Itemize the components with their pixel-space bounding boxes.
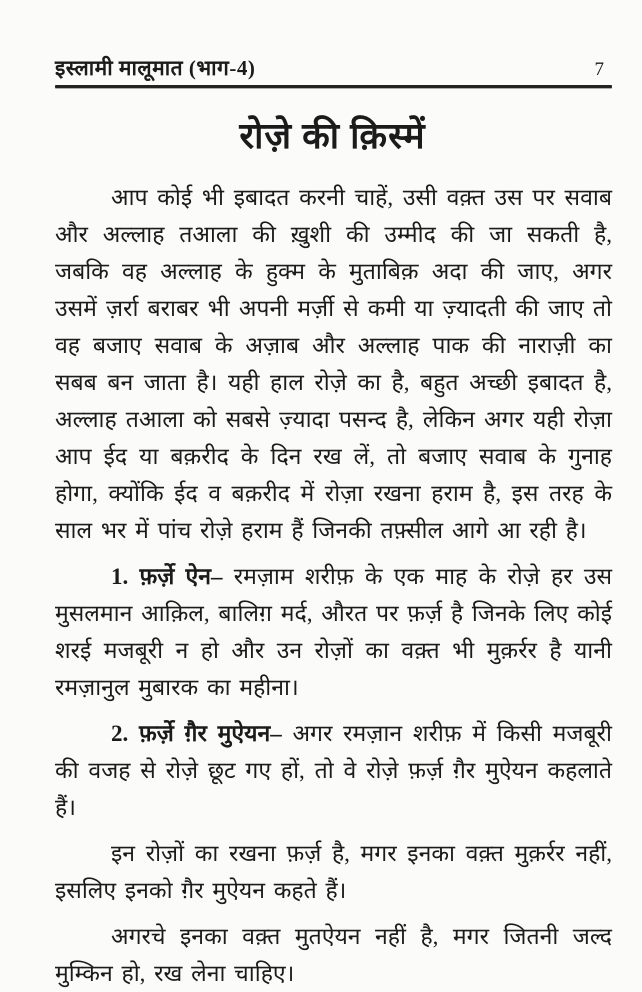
paragraph <box>55 835 612 909</box>
page-number: 7 <box>594 59 604 81</box>
paragraph-text: अगर रमज़ान शरीफ़ में किसी मजबूरी की वजह से रोज़े छूट गए हों, तो वे रोज़े फ़र्ज़ ग़ैर मुऐयन कहलाते हैं। <box>55 721 612 821</box>
header-rule <box>55 85 612 88</box>
book-title: इस्लामी मालूमात (भाग-4) <box>55 56 256 80</box>
page-header <box>55 56 612 81</box>
paragraph <box>55 558 612 706</box>
paragraph-text: आप कोई भी इबादत करनी चाहें, उसी वक़्त उस पर सवाब और अल्लाह तआला की ख़ुशी की उम्मीद की जा सकती है, जबकि वह अल्लाह के हुक्म के मुताबिक़ अदा की जाए, अगर उसमें ज़र्रा बराबर भी अपनी मर्ज़ी से कमी या ज़्यादती की जाए तो वह बजाए सवाब के अज़ाब और अल्लाह पाक की नाराज़ी का सबब बन जाता है। यही हाल रोज़े का है, बहुत अच्छी इबादत है, अल्लाह तआला को सबसे ज़्यादा पसन्द है, लेकिन अगर यही रोज़ा आप ईद या बक़रीद के दिन रख लें, तो बजाए सवाब के गुनाह होगा, क्योंकि ईद व बक़रीद में रोज़ा रखना हराम है, इस तरह के साल भर में पांच रोज़े हराम हैं जिनकी तफ़्सील आगे आ रही है। <box>55 185 612 544</box>
paragraph-text: अगरचे इनका वक़्त मुतऐयन नहीं है, मगर जितनी जल्द मुम्किन हो, रख लेना चाहिए। <box>55 924 612 987</box>
paragraph-text: रमज़ाम शरीफ़ के एक माह के रोज़े हर उस मुसलमान आक़िल, बालिग़ मर्द, औरत पर फ़र्ज़ है जिनके लिए कोई शरई मजबूरी न हो और उन रोज़ों का वक़्त भी मुक़र्रर है यानी रमज़ानुल मुबारक का महीना। <box>55 564 612 701</box>
paragraph <box>55 918 612 992</box>
body-text <box>55 179 612 992</box>
paragraph-lead: 2. फ़र्ज़े ग़ैर मुऐयन– <box>111 721 282 747</box>
paragraph-lead: 1. फ़र्ज़े ऐन– <box>111 564 223 590</box>
page-heading: रोज़े की क़िस्में <box>239 116 426 157</box>
paragraph-text: इन रोज़ों का रखना फ़र्ज़ है, मगर इनका वक़्त मुक़र्रर नहीं, इसलिए इनको ग़ैर मुऐयन कहते हैं। <box>55 841 612 904</box>
paragraph <box>55 715 612 826</box>
paragraph <box>55 179 612 549</box>
